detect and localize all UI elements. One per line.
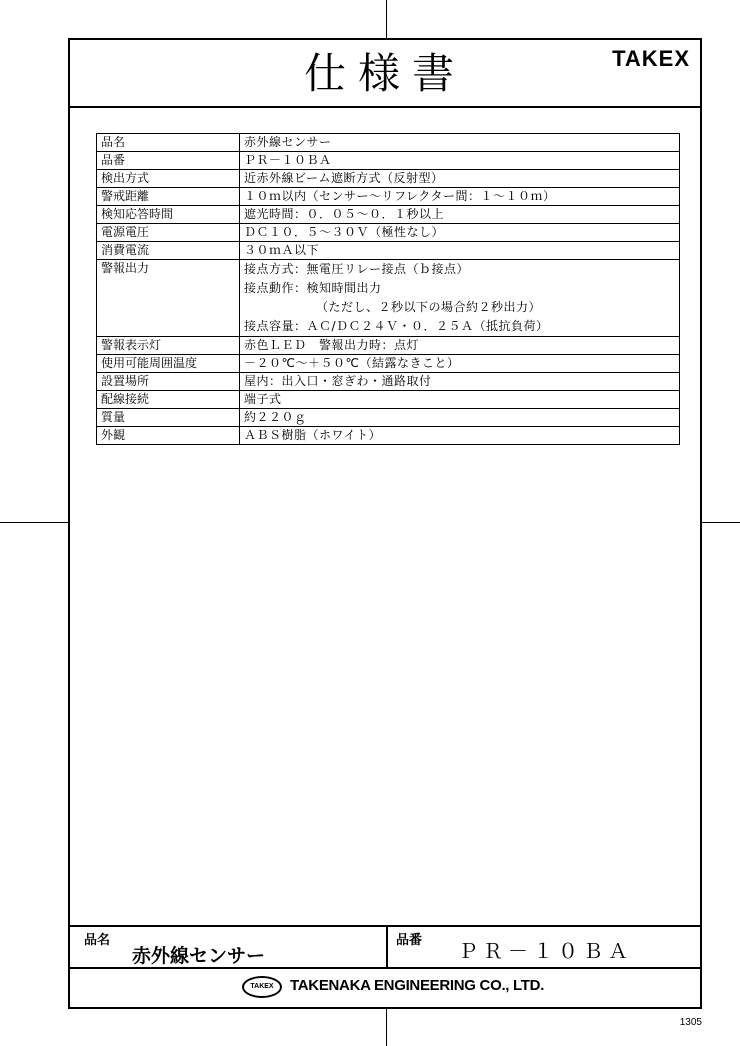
page-title: 仕様書 bbox=[303, 49, 466, 98]
spec-value: －２０℃～＋５０℃（結露なきこと） bbox=[240, 355, 680, 373]
spec-value: 遮光時間：０．０５～０．１秒以上 bbox=[240, 206, 680, 224]
spec-label: 電源電圧 bbox=[97, 224, 240, 242]
spec-row bbox=[97, 224, 680, 242]
spec-table-body bbox=[97, 134, 680, 445]
spec-value: ＰＲ－１０ＢＡ bbox=[240, 152, 680, 170]
spec-value: 赤色ＬＥＤ 警報出力時：点灯 bbox=[240, 337, 680, 355]
spec-label: 品名 bbox=[97, 134, 240, 152]
spec-row bbox=[97, 337, 680, 355]
spec-label: 設置場所 bbox=[97, 373, 240, 391]
spec-row bbox=[97, 355, 680, 373]
spec-row bbox=[97, 427, 680, 445]
footer-divider bbox=[386, 927, 388, 967]
spec-label: 警報出力 bbox=[97, 260, 240, 337]
spec-value: ＤＣ１０．５～３０Ｖ（極性なし） bbox=[240, 224, 680, 242]
spec-label: 配線接続 bbox=[97, 391, 240, 409]
footer-company bbox=[70, 967, 700, 1007]
footer-model-value: ＰＲ－１０ＢＡ bbox=[458, 939, 633, 963]
company-logo: TAKEX bbox=[242, 976, 282, 998]
spec-label: 外観 bbox=[97, 427, 240, 445]
spec-value: 近赤外線ビーム遮断方式（反射型） bbox=[240, 170, 680, 188]
spec-row bbox=[97, 152, 680, 170]
footer-name-value: 赤外線センサー bbox=[132, 945, 266, 967]
crop-mark-top bbox=[386, 0, 387, 38]
spec-label: 検知応答時間 bbox=[97, 206, 240, 224]
spec-value bbox=[240, 260, 680, 337]
document-code: 1305 bbox=[679, 1017, 702, 1028]
spec-row bbox=[97, 206, 680, 224]
spec-value-line: 接点容量：ＡＣ/ＤＣ２４Ｖ・０．２５Ａ（抵抗負荷） bbox=[244, 319, 549, 333]
footer-model-label: 品番 bbox=[396, 933, 423, 948]
spec-row bbox=[97, 260, 680, 337]
spec-label: 消費電流 bbox=[97, 242, 240, 260]
spec-table bbox=[96, 133, 680, 445]
crop-mark-left bbox=[0, 522, 68, 523]
spec-label: 使用可能周囲温度 bbox=[97, 355, 240, 373]
spec-value: ３０ｍＡ以下 bbox=[240, 242, 680, 260]
footer-name-label: 品名 bbox=[84, 933, 111, 948]
spec-row bbox=[97, 134, 680, 152]
company-name: TAKENAKA ENGINEERING CO., LTD. bbox=[290, 977, 545, 994]
crop-mark-bottom bbox=[386, 1009, 387, 1046]
spec-row bbox=[97, 409, 680, 427]
spec-row bbox=[97, 188, 680, 206]
spec-label: 検出方式 bbox=[97, 170, 240, 188]
spec-sheet-frame bbox=[68, 38, 702, 1009]
sheet-header bbox=[70, 40, 700, 108]
spec-row bbox=[97, 170, 680, 188]
spec-label: 警報表示灯 bbox=[97, 337, 240, 355]
spec-row bbox=[97, 373, 680, 391]
spec-value: ＡＢＳ樹脂（ホワイト） bbox=[240, 427, 680, 445]
spec-value-line: 接点方式：無電圧リレー接点（ｂ接点） bbox=[244, 262, 470, 276]
brand-logo: TAKEX bbox=[612, 46, 690, 71]
spec-value: 約２２０ｇ bbox=[240, 409, 680, 427]
spec-value: １０ｍ以内（センサー～リフレクター間：１～１０ｍ） bbox=[240, 188, 680, 206]
spec-row bbox=[97, 242, 680, 260]
spec-label: 質量 bbox=[97, 409, 240, 427]
spec-label: 品番 bbox=[97, 152, 240, 170]
spec-value: 赤外線センサー bbox=[240, 134, 680, 152]
spec-value: 屋内：出入口・窓ぎわ・通路取付 bbox=[240, 373, 680, 391]
spec-value-line: 接点動作：検知時間出力 bbox=[244, 281, 382, 295]
footer-product-info bbox=[70, 925, 700, 967]
crop-mark-right bbox=[702, 522, 740, 523]
spec-value-line: （ただし、２秒以下の場合約２秒出力） bbox=[316, 300, 542, 314]
spec-value: 端子式 bbox=[240, 391, 680, 409]
spec-row bbox=[97, 391, 680, 409]
spec-label: 警戒距離 bbox=[97, 188, 240, 206]
